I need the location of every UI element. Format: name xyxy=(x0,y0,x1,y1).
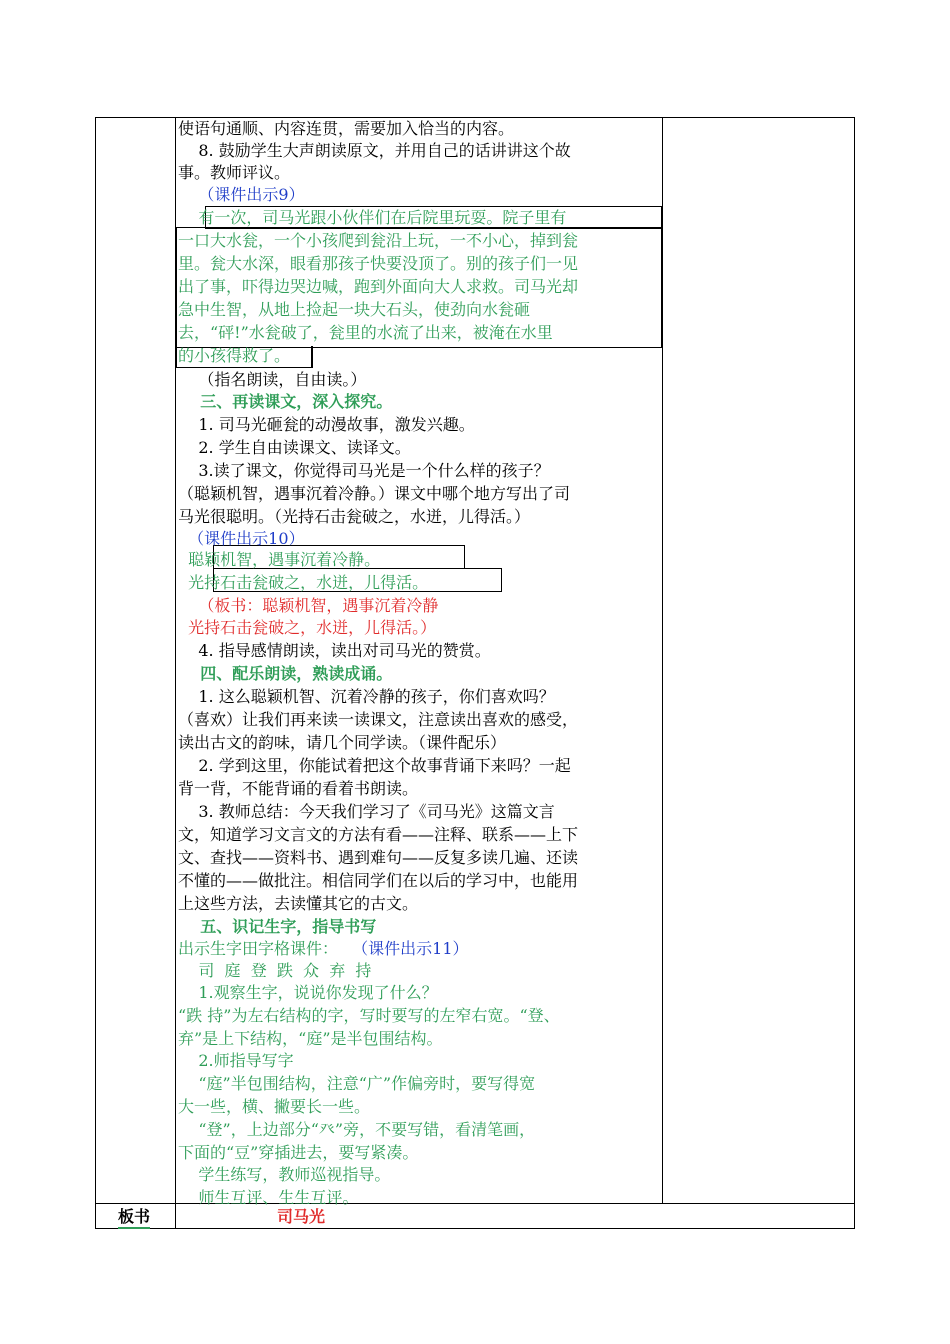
text-line: 3. 教师总结：今天我们学习了《司马光》这篇文言 xyxy=(178,802,555,821)
text-line: （指名朗读，自由读。） xyxy=(178,370,367,389)
text-line: 不懂的——做批注。相信同学们在以后的学习中，也能用 xyxy=(178,871,579,890)
text-line: 弃”是上下结构，“庭”是半包围结构。 xyxy=(178,1029,443,1048)
text-line: 出示生字田字格课件： xyxy=(178,939,339,958)
text-line: 师生互评、生生互评。 xyxy=(178,1188,359,1207)
board-label: 板书 xyxy=(118,1207,150,1229)
text-line: 五、识记生字，指导书写 xyxy=(178,917,377,936)
text-line: （课件出示9） xyxy=(178,185,305,204)
table-border-right xyxy=(854,117,855,1229)
text-line: 事。教师评议。 xyxy=(178,163,291,182)
text-line: “庭”半包围结构，注意“广”作偏旁时，要写得宽 xyxy=(178,1074,536,1093)
text-line: 一口大水瓮，一个小孩爬到瓮沿上玩，一不小心，掉到瓮 xyxy=(178,231,579,250)
text-line: 马光很聪明。（光持石击瓮破之，水迸，儿得活。） xyxy=(178,507,531,526)
text-line: 光持石击瓮破之，水迸，儿得活。） xyxy=(178,618,437,637)
text-line: 四、配乐朗读，熟读成诵。 xyxy=(178,664,393,683)
text-line: 出了事，吓得边哭边喊，跑到外面向大人求救。司马光却 xyxy=(178,277,579,296)
text-line: 背一背，不能背诵的看着书朗读。 xyxy=(178,779,419,798)
table-col-divider-2 xyxy=(662,117,663,1204)
text-line: “跌 持”为左右结构的字，写时要写的左窄右宽。“登、 xyxy=(178,1006,560,1025)
text-line: 学生练写，教师巡视指导。 xyxy=(178,1165,391,1184)
text-line: 里。瓮大水深，眼看那孩子快要没顶了。别的孩子们一见 xyxy=(178,254,579,273)
text-line: 1. 这么聪颖机智、沉着冷静的孩子，你们喜欢吗？ xyxy=(178,687,555,706)
text-line: 2. 学生自由读课文、读译文。 xyxy=(178,438,411,457)
text-line: （聪颖机智，遇事沉着冷静。）课文中哪个地方写出了司 xyxy=(178,484,571,503)
text-line: 2. 学到这里，你能试着把这个故事背诵下来吗？一起 xyxy=(178,756,571,775)
table-border-bottom xyxy=(95,1228,855,1229)
text-line: 聪颖机智，遇事沉着冷静。 xyxy=(178,550,381,569)
text-line: 光持石击瓮破之，水迸，儿得活。 xyxy=(178,573,429,592)
board-content: 司马光 xyxy=(277,1207,326,1226)
text-line: 文，知道学习文言文的方法有看——注释、联系——上下 xyxy=(178,825,579,844)
text-line: （课件出示11） xyxy=(342,939,469,958)
text-line: “登”，上边部分“癶”旁，不要写错，看清笔画， xyxy=(178,1120,536,1139)
text-line: 3.读了课文，你觉得司马光是一个什么样的孩子？ xyxy=(178,461,550,480)
text-line: 8. 鼓励学生大声朗读原文，并用自己的话讲讲这个故 xyxy=(178,141,571,160)
text-line: 2.师指导写字 xyxy=(178,1051,294,1070)
text-line: （板书：聪颖机智，遇事沉着冷静 xyxy=(178,596,439,615)
table-border-left xyxy=(95,117,96,1229)
text-line: 4. 指导感情朗读，读出对司马光的赞赏。 xyxy=(178,641,491,660)
text-line: 1.观察生字，说说你发现了什么？ xyxy=(178,983,438,1002)
text-line: 急中生智，从地上捡起一块大石头，使劲向水瓮砸 xyxy=(178,300,531,319)
text-line: 的小孩得救了。 xyxy=(178,346,291,365)
text-line: （喜欢）让我们再来读一读课文，注意读出喜欢的感受， xyxy=(178,710,579,729)
text-line: 上这些方法，去读懂其它的古文。 xyxy=(178,894,419,913)
text-line: 去，“砰!”水瓮破了，瓮里的水流了出来，被淹在水里 xyxy=(178,323,553,342)
text-line: （课件出示10） xyxy=(178,529,305,548)
text-line: 下面的“豆”穿插进去，要写紧凑。 xyxy=(178,1143,419,1162)
text-line: 司 庭 登 跌 众 弃 持 xyxy=(178,961,372,980)
text-line: 1. 司马光砸瓮的动漫故事，激发兴趣。 xyxy=(178,415,475,434)
text-line: 三、再读课文，深入探究。 xyxy=(178,392,393,411)
text-line: 有一次，司马光跟小伙伴们在后院里玩耍。院子里有 xyxy=(178,208,567,227)
text-line: 大一些，横、撇要长一些。 xyxy=(178,1097,371,1116)
text-line: 读出古文的韵味，请几个同学读。（课件配乐） xyxy=(178,733,507,752)
text-line: 使语句通顺、内容连贯，需要加入恰当的内容。 xyxy=(178,119,515,138)
text-line: 文、查找——资料书、遇到难句——反复多读几遍、还读 xyxy=(178,848,579,867)
